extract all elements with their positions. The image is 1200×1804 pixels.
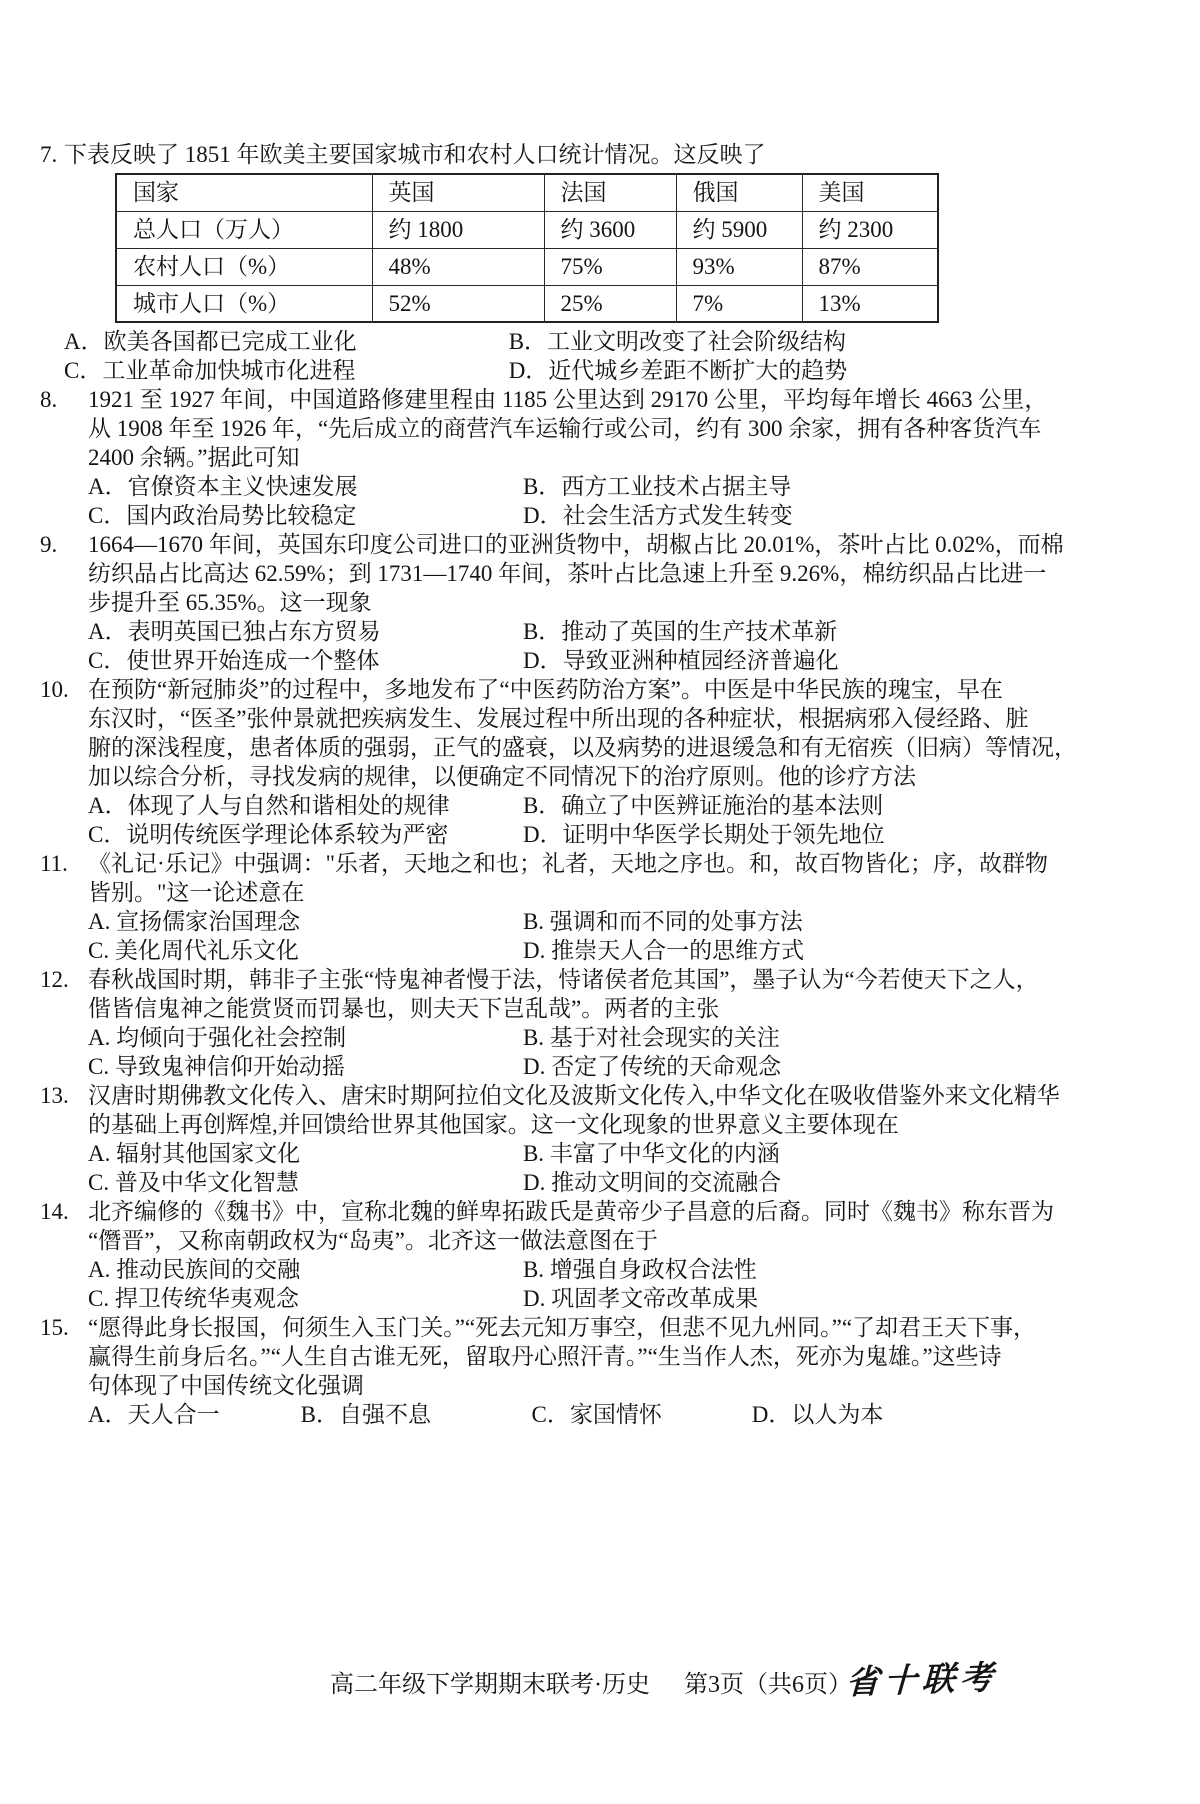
option-a: A．体现了人与自然和谐相处的规律 <box>88 793 450 818</box>
question-number: 14. <box>40 1199 69 1224</box>
table-cell: 约 3600 <box>544 211 676 248</box>
options <box>64 327 1162 385</box>
footer-title: 高二年级下学期期末联考·历史 <box>330 1672 650 1698</box>
question-number: 10. <box>40 677 69 702</box>
question-number: 11. <box>40 851 68 876</box>
question-stem: 句体现了中国传统文化强调 <box>88 1373 364 1398</box>
table-cell: 美国 <box>802 174 938 211</box>
option-d: D. 否定了传统的天命观念 <box>522 1054 782 1079</box>
question-stem: 下表反映了 1851 年欧美主要国家城市和农村人口统计情况。这反映了 <box>64 142 766 167</box>
question-stem: 汉唐时期佛教文化传入、唐宋时期阿拉伯文化及波斯文化传入,中华文化在吸收借鉴外来文化精华 <box>88 1083 1060 1108</box>
question-9 <box>40 530 1162 675</box>
option-a: A．官僚资本主义快速发展 <box>88 474 358 499</box>
question-stem: “愿得此身长报国，何须生入玉门关。”“死去元知万事空，但悲不见九州同。”“了却君王天下事， <box>88 1315 1037 1340</box>
question-stem: 从 1908 年至 1926 年，“先后成立的商营汽车运输行或公司，约有 300 余家，拥有各种客货汽车 <box>88 416 1042 441</box>
question-15 <box>40 1313 1162 1429</box>
question-stem: 偕皆信鬼神之能赏贤而罚暴也，则夫天下岂乱哉”。两者的主张 <box>88 996 720 1021</box>
table-cell: 法国 <box>544 174 676 211</box>
table-cell: 48% <box>372 248 544 285</box>
table-row <box>116 174 938 211</box>
option-d: D. 推崇天人合一的思维方式 <box>522 938 805 963</box>
option-c: C. 普及中华文化智慧 <box>88 1170 299 1195</box>
question-body <box>88 675 1162 849</box>
option-b: B．西方工业技术占据主导 <box>522 474 792 499</box>
options <box>88 907 1162 965</box>
question-stem: 的基础上再创辉煌,并回馈给世界其他国家。这一文化现象的世界意义主要体现在 <box>88 1112 899 1137</box>
question-body <box>88 1313 1162 1429</box>
table-cell: 52% <box>372 285 544 322</box>
option-d: D. 推动文明间的交流融合 <box>522 1170 782 1195</box>
option-d: D．近代城乡差距不断扩大的趋势 <box>508 358 848 383</box>
question-stem: 腑的深浅程度，患者体质的强弱，正气的盛衰，以及病势的进退缓急和有无宿疾（旧病）等情况， <box>88 735 1077 760</box>
table-cell: 7% <box>676 285 802 322</box>
option-d: D．以人为本 <box>751 1402 884 1427</box>
question-body <box>88 1197 1162 1313</box>
page-footer <box>0 1657 1200 1720</box>
page-number: 第3页（共6页） <box>684 1672 852 1698</box>
question-stem: 加以综合分析，寻找发病的规律，以便确定不同情况下的治疗原则。他的诊疗方法 <box>88 764 916 789</box>
option-b: B. 增强自身政权合法性 <box>522 1257 757 1282</box>
question-stem: 纺织品占比高达 62.59%；到 1731—1740 年间，茶叶占比急速上升至 9.26%，棉纺织品占比进一 <box>88 561 1047 586</box>
table-cell: 约 5900 <box>676 211 802 248</box>
question-stem: 1664—1670 年间，英国东印度公司进口的亚洲货物中，胡椒占比 20.01%，茶叶占比 0.02%，而棉 <box>88 532 1064 557</box>
question-number: 9. <box>40 532 58 557</box>
table-cell: 75% <box>544 248 676 285</box>
question-number: 13. <box>40 1083 69 1108</box>
question-body <box>88 530 1162 675</box>
question-number: 7. <box>40 142 58 167</box>
option-c: C. 美化周代礼乐文化 <box>88 938 299 963</box>
question-10 <box>40 675 1162 849</box>
question-11 <box>40 849 1162 965</box>
options <box>88 1400 1162 1429</box>
question-stem: 春秋战国时期，韩非子主张“恃鬼神者慢于法，恃诸侯者危其国”，墨子认为“今若使天下之人， <box>88 967 1039 992</box>
option-c: C．使世界开始连成一个整体 <box>88 648 380 673</box>
option-b: B. 丰富了中华文化的内涵 <box>522 1141 780 1166</box>
question-number: 15. <box>40 1315 69 1340</box>
table-cell: 约 1800 <box>372 211 544 248</box>
option-c: C．家国情怀 <box>531 1402 662 1427</box>
options <box>88 1023 1162 1081</box>
table-cell: 93% <box>676 248 802 285</box>
option-a: A. 推动民族间的交融 <box>88 1257 301 1282</box>
option-c: C．国内政治局势比较稳定 <box>88 503 357 528</box>
table-cell: 约 2300 <box>802 211 938 248</box>
table-row <box>116 248 938 285</box>
footer-text <box>330 1664 852 1699</box>
population-table <box>115 173 939 323</box>
table-cell: 25% <box>544 285 676 322</box>
option-a: A．天人合一 <box>88 1402 220 1427</box>
question-stem: 北齐编修的《魏书》中，宣称北魏的鲜卑拓跋氏是黄帝少子昌意的后裔。同时《魏书》称东晋为 <box>88 1199 1054 1224</box>
options <box>88 1139 1162 1197</box>
option-a: A. 均倾向于强化社会控制 <box>88 1025 347 1050</box>
question-body <box>88 965 1162 1081</box>
option-a: A．欧美各国都已完成工业化 <box>64 329 357 354</box>
question-number: 8. <box>40 387 58 412</box>
option-c: C. 捍卫传统华夷观念 <box>88 1286 299 1311</box>
question-7 <box>40 140 1162 385</box>
question-number: 12. <box>40 967 69 992</box>
option-a: A. 辐射其他国家文化 <box>88 1141 301 1166</box>
option-b: B．推动了英国的生产技术革新 <box>522 619 838 644</box>
question-body <box>88 385 1162 530</box>
option-d: D．证明中华医学长期处于领先地位 <box>522 822 885 847</box>
option-a: A. 宣扬儒家治国理念 <box>88 909 301 934</box>
question-stem: 东汉时，“医圣”张仲景就把疾病发生、发展过程中所出现的各种症状，根据病邪入侵经路、脏 <box>88 706 1029 731</box>
option-b: B. 基于对社会现实的关注 <box>522 1025 780 1050</box>
question-stem: 步提升至 65.35%。这一现象 <box>88 590 372 615</box>
table-cell: 英国 <box>372 174 544 211</box>
option-b: B．自强不息 <box>300 1402 431 1427</box>
option-b: B．确立了中医辨证施治的基本法则 <box>522 793 884 818</box>
table-row <box>116 211 938 248</box>
option-b: B．工业文明改变了社会阶级结构 <box>508 329 847 354</box>
question-stem: “僭晋”，又称南朝政权为“岛夷”。北齐这一做法意图在于 <box>88 1228 658 1253</box>
table-cell: 87% <box>802 248 938 285</box>
options <box>88 617 1162 675</box>
question-stem: 1921 至 1927 年间，中国道路修建里程由 1185 公里达到 29170 公里，平均每年增长 4663 公里， <box>88 387 1048 412</box>
option-a: A．表明英国已独占东方贸易 <box>88 619 381 644</box>
question-8 <box>40 385 1162 530</box>
question-13 <box>40 1081 1162 1197</box>
question-body <box>88 849 1162 965</box>
table-cell: 农村人口（%） <box>116 248 372 285</box>
option-d: D. 巩固孝文帝改革成果 <box>522 1286 759 1311</box>
table-cell: 国家 <box>116 174 372 211</box>
options <box>88 791 1162 849</box>
question-stem: 赢得生前身后名。”“人生自古谁无死，留取丹心照汗青。”“生当作人杰，死亦为鬼雄。”这些诗 <box>88 1344 1002 1369</box>
options <box>88 472 1162 530</box>
question-body <box>88 1081 1162 1197</box>
option-b: B. 强调和而不同的处事方法 <box>522 909 803 934</box>
question-stem: 2400 余辆。”据此可知 <box>88 445 300 470</box>
question-stem: 在预防“新冠肺炎”的过程中，多地发布了“中医药防治方案”。中医是中华民族的瑰宝，早在 <box>88 677 1003 702</box>
option-d: D．导致亚洲种植园经济普遍化 <box>522 648 839 673</box>
table-cell: 俄国 <box>676 174 802 211</box>
option-c: C．工业革命加快城市化进程 <box>64 358 356 383</box>
option-d: D．社会生活方式发生转变 <box>522 503 793 528</box>
option-c: C．说明传统医学理论体系较为严密 <box>88 822 449 847</box>
table-cell: 总人口（万人） <box>116 211 372 248</box>
question-body <box>64 140 1162 385</box>
question-stem: 皆别。"这一论述意在 <box>88 880 305 905</box>
table-cell: 13% <box>802 285 938 322</box>
options <box>88 1255 1162 1313</box>
brand-logo: 省十联考 <box>845 1657 999 1702</box>
question-stem: 《礼记·乐记》中强调："乐者，天地之和也；礼者，天地之序也。和，故百物皆化；序，故群物 <box>88 851 1049 876</box>
question-12 <box>40 965 1162 1081</box>
question-14 <box>40 1197 1162 1313</box>
option-c: C. 导致鬼神信仰开始动摇 <box>88 1054 345 1079</box>
table-cell: 城市人口（%） <box>116 285 372 322</box>
table-row <box>116 285 938 322</box>
